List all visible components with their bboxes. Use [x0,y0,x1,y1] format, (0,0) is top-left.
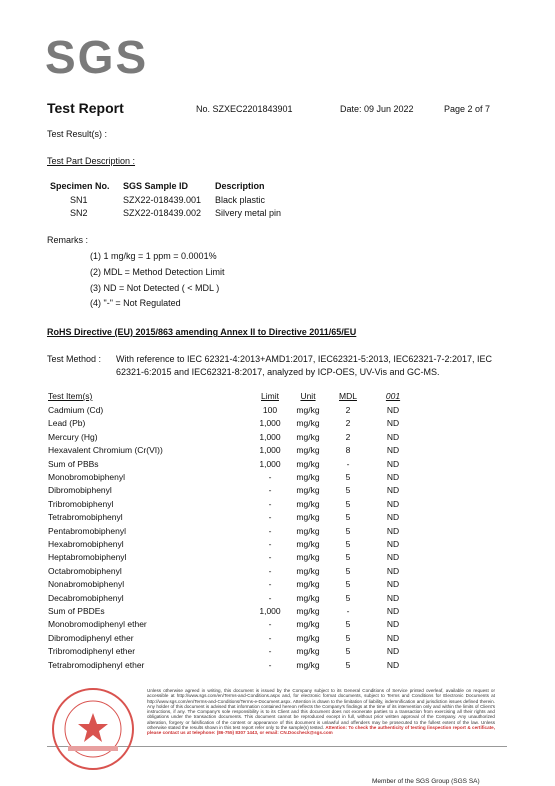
cell-unit: mg/kg [296,485,320,496]
cell-mdl: 5 [345,498,351,509]
table-row [0,432,555,445]
report-title: Test Report [47,100,124,116]
cell-result: ND [386,418,400,429]
cell-limit: 1,000 [259,606,281,616]
specimen-desc: Black plastic [215,195,266,205]
section-title: RoHS Directive (EU) 2015/863 amending Annex II to Directive 2011/65/EU [47,327,357,337]
cell-mdl: 2 [345,405,351,415]
cell-item: Cadmium (Cd) [48,405,104,415]
cell-result: ND [386,552,400,563]
cell-limit: - [268,565,272,576]
cell-limit: 1,000 [259,445,281,456]
cell-item: Heptabromobiphenyl [48,552,127,563]
test-results-label: Test Result(s) : [47,129,108,139]
cell-limit: - [268,472,272,482]
cell-limit: - [268,485,272,496]
table-row [0,552,555,565]
table-row [0,485,555,498]
test-method-label: Test Method : [47,354,102,364]
test-method-line2: 62321-6:2015 and IEC62321-8:2017, analyzed by ICP-OES, UV-Vis and GC-MS. [116,367,440,377]
cell-unit: mg/kg [296,458,320,469]
cell-result: ND [386,445,400,456]
cell-unit: mg/kg [296,579,320,590]
table-row [0,566,555,579]
remark-item: (3) ND = Not Detected ( < MDL ) [90,283,220,293]
cell-item: Mercury (Hg) [48,431,98,442]
seal-stamp-icon [50,686,136,772]
cell-mdl: - [346,458,350,469]
table-row [0,619,555,632]
table-row [0,606,555,619]
cell-result: ND [386,579,400,590]
cell-unit: mg/kg [296,646,320,657]
cell-item: Nonabromobiphenyl [48,579,125,590]
cell-unit: mg/kg [296,445,320,456]
table-row [0,405,555,418]
specimen-desc: Silvery metal pin [215,208,282,218]
cell-item: Sum of PBBs [48,458,99,469]
cell-limit: - [268,525,272,536]
table-row [0,646,555,659]
table-row [0,593,555,606]
table-row [0,526,555,539]
cell-limit: - [268,592,272,603]
cell-result: ND [386,646,400,657]
cell-limit: - [268,632,272,643]
item-header: Test Item(s) [48,391,93,401]
cell-mdl: 8 [345,445,351,456]
cell-item: Lead (Pb) [48,418,86,429]
sgs-logo: SGS [45,31,149,83]
footer-attention: Attention: To check the authenticity of testing /inspection report & certificate, please contact us at telephone: (86-755) 8307 1443, or email: CN.Doccheck@sgs.com [147,725,496,736]
cell-mdl: 2 [345,431,351,442]
cell-mdl: 5 [345,659,351,670]
cell-unit: mg/kg [296,539,320,549]
cell-unit: mg/kg [296,565,320,576]
cell-limit: - [268,512,272,523]
specimen-id: SZX22-018439.002 [123,208,202,218]
limit-header: Limit [261,391,279,401]
cell-limit: - [268,552,272,563]
table-row [0,418,555,431]
cell-unit: mg/kg [296,418,320,429]
cell-mdl: - [346,606,350,616]
footer-disclaimer: Unless otherwise agreed in writing, this document is issued by the Company subject to its General Conditions of Service printed overleaf, available on request or accessible at http://www.sgs.com/en/Terms-and-Conditions.aspx and, for electronic format documents, subject to Terms and Conditions for Electronic Documents at http://www.sgs.com/en/Terms-and-Conditions/Terms-e-Document.aspx. Attention is drawn to the limitation of liability, indemnification and jurisdiction issues defined therein. Any holder of this document is advised that information contained hereon reflects the Company's findings at the time of its intervention only and within the limits of Client's instructions, if any. The Company's sole responsibility is to its Client and this document does not exonerate parties to a transaction from exercising all their rights and obligations under the transaction documents. This document cannot be reproduced except in full, without prior written approval of the Company. Any unauthorized alteration, forgery or falsification of the content or appearance of this document is unlawful and offenders may be prosecuted to the fullest extent of the law. Unless otherwise stated the results shown in this test report refer only to the sample(s) tested. Attention: To check the authenticity of testing /inspection report & certificate, please contact us at telephone: (86-755) 8307 1443, or email: CN.Doccheck@sgs.com [147,688,496,736]
cell-limit: 100 [262,405,278,415]
cell-limit: - [268,539,272,549]
cell-unit: mg/kg [296,632,320,643]
table-row [0,445,555,458]
cell-result: ND [386,539,400,549]
cell-mdl: 5 [345,592,351,603]
cell-limit: - [268,619,272,630]
cell-result: ND [386,405,400,415]
cell-result: ND [386,659,400,670]
sgs-member-text: Member of the SGS Group (SGS SA) [372,778,480,785]
test-part-description-label: Test Part Description : [47,156,136,166]
cell-item: Decabromobiphenyl [48,592,124,603]
test-method-line1: With reference to IEC 62321-4:2013+AMD1:2017, IEC62321-5:2013, IEC62321-7-2:2017, IEC [116,354,492,364]
cell-result: ND [386,458,400,469]
cell-result: ND [386,619,400,630]
cell-item: Monobromobiphenyl [48,472,126,482]
remarks-label: Remarks : [47,235,89,245]
cell-mdl: 5 [345,472,351,482]
specimen-no-header: Specimen No. [50,181,110,191]
cell-result: ND [386,525,400,536]
cell-result: ND [386,592,400,603]
cell-item: Monobromodiphenyl ether [48,619,147,630]
specimen-id: SZX22-018439.001 [123,195,202,205]
cell-limit: 1,000 [259,418,281,429]
cell-unit: mg/kg [296,512,320,523]
cell-mdl: 5 [345,565,351,576]
cell-limit: - [268,659,272,670]
cell-mdl: 5 [345,539,351,549]
remark-item: (4) "-" = Not Regulated [90,298,181,308]
cell-mdl: 5 [345,512,351,523]
cell-item: Hexavalent Chromium (Cr(VI)) [48,445,163,456]
cell-unit: mg/kg [296,552,320,563]
cell-mdl: 5 [345,632,351,643]
cell-limit: - [268,498,272,509]
cell-result: ND [386,512,400,523]
cell-unit: mg/kg [296,405,320,415]
cell-item: Dibromobiphenyl [48,485,112,496]
table-row [0,633,555,646]
cell-item: Tribromobiphenyl [48,498,114,509]
table-row [0,579,555,592]
cell-unit: mg/kg [296,472,320,482]
table-row [0,539,555,552]
cell-unit: mg/kg [296,619,320,630]
cell-mdl: 5 [345,552,351,563]
cell-mdl: 5 [345,579,351,590]
cell-unit: mg/kg [296,431,320,442]
cell-mdl: 5 [345,619,351,630]
page-number: Page 2 of 7 [444,104,491,114]
cell-unit: mg/kg [296,606,320,616]
cell-mdl: 5 [345,646,351,657]
cell-unit: mg/kg [296,659,320,670]
cell-item: Tribromodiphenyl ether [48,646,136,657]
cell-unit: mg/kg [296,498,320,509]
cell-limit: 1,000 [259,431,281,442]
cell-item: Octabromobiphenyl [48,565,122,576]
specimen-no: SN2 [70,208,88,218]
cell-item: Sum of PBDEs [48,606,105,616]
cell-result: ND [386,431,400,442]
cell-mdl: 5 [345,525,351,536]
table-row [0,472,555,485]
cell-result: ND [386,485,400,496]
unit-header: Unit [300,391,316,401]
result-header: 001 [385,391,401,401]
cell-result: ND [386,498,400,509]
cell-item: Tetrabromodiphenyl ether [48,659,145,670]
cell-result: ND [386,606,400,616]
cell-item: Dibromodiphenyl ether [48,632,134,643]
remark-item: (2) MDL = Method Detection Limit [90,267,225,277]
cell-item: Hexabromobiphenyl [48,539,124,549]
report-date: Date: 09 Jun 2022 [340,104,414,114]
table-row [0,512,555,525]
cell-limit: - [268,579,272,590]
table-row [0,660,555,673]
cell-item: Tetrabromobiphenyl [48,512,123,523]
cell-unit: mg/kg [296,525,320,536]
sample-id-header: SGS Sample ID [123,181,189,191]
cell-item: Pentabromobiphenyl [48,525,126,536]
cell-limit: 1,000 [259,458,281,469]
cell-mdl: 2 [345,418,351,429]
table-header [0,391,555,404]
cell-result: ND [386,472,400,482]
table-row [0,459,555,472]
remark-item: (1) 1 mg/kg = 1 ppm = 0.0001% [90,251,217,261]
specimen-no: SN1 [70,195,88,205]
cell-result: ND [386,565,400,576]
table-row [0,499,555,512]
report-number: No. SZXEC2201843901 [196,104,293,114]
cell-result: ND [386,632,400,643]
mdl-header: MDL [339,391,357,401]
cell-unit: mg/kg [296,592,320,603]
cell-limit: - [268,646,272,657]
cell-mdl: 5 [345,485,351,496]
description-header: Description [215,181,265,191]
